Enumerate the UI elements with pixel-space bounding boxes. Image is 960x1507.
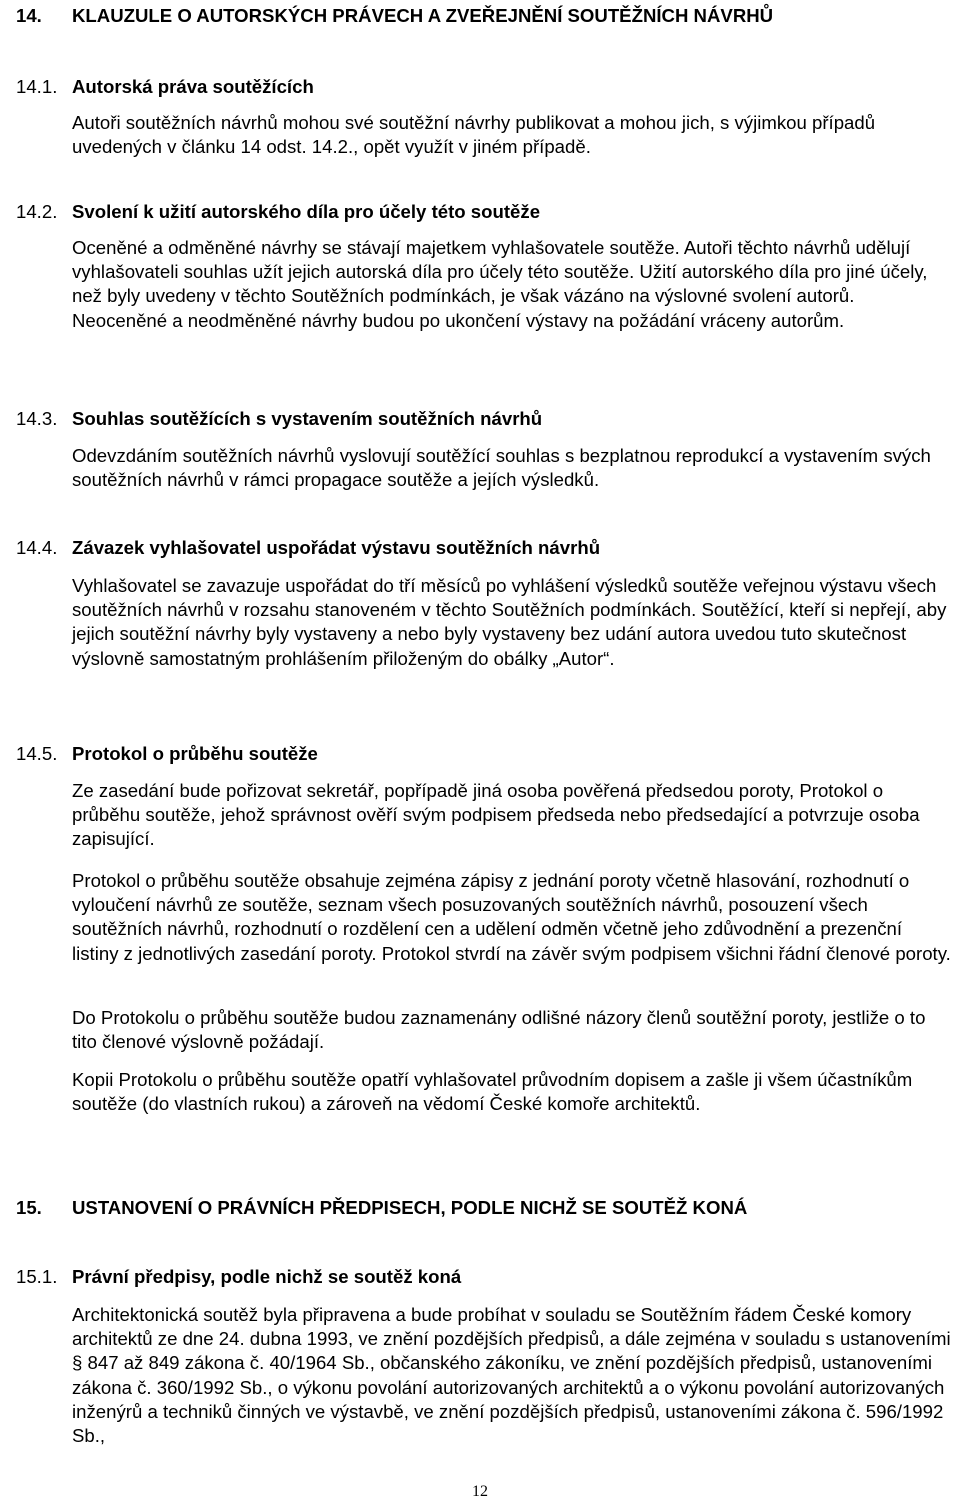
- subsection-title: Svolení k užití autorského díla pro účely této soutěže: [72, 201, 541, 222]
- section-title: USTANOVENÍ O PRÁVNÍCH PŘEDPISECH, PODLE NICHŽ SE SOUTĚŽ KONÁ: [72, 1197, 748, 1218]
- subsection-number: 14.3.: [16, 408, 58, 429]
- paragraph: Protokol o průběhu soutěže obsahuje zejména zápisy z jednání poroty včetně hlasování, rozhodnutí o vyloučení návrhů ze soutěže, seznam všech posuzovaných soutěžních návrhů, posouzení všech soutěžních návrhů, rozhodnutí o rozdělení cen a udělení odměn včetně jeho zdůvodnění a prezenční listiny z jednotlivých zasedání poroty. Protokol stvrdí na závěr svým podpisem všichni řádní členové poroty.: [72, 870, 951, 964]
- subsection-title: Právní předpisy, podle nichž se soutěž koná: [72, 1266, 462, 1287]
- subsection-number: 14.2.: [16, 201, 58, 222]
- paragraph: Kopii Protokolu o průběhu soutěže opatří vyhlašovatel průvodním dopisem a zašle ji všem účastníkům soutěže (do vlastních rukou) a zároveň na vědomí České komoře architektů.: [72, 1069, 913, 1115]
- subsection-number: 15.1.: [16, 1266, 58, 1287]
- section-number: 15.: [16, 1197, 42, 1218]
- paragraph: Ze zasedání bude pořizovat sekretář, popřípadě jiná osoba pověřená předsedou poroty, Protokol o průběhu soutěže, jehož správnost ověří svým podpisem předseda nebo předsedající a potvrzuje osoba zapisující.: [72, 780, 920, 850]
- subsection-title: Autorská práva soutěžících: [72, 76, 314, 97]
- section-title: KLAUZULE O AUTORSKÝCH PRÁVECH A ZVEŘEJNĚNÍ SOUTĚŽNÍCH NÁVRHŮ: [72, 5, 774, 26]
- subsection-title: Protokol o průběhu soutěže: [72, 743, 318, 764]
- subsection-number: 14.1.: [16, 76, 58, 97]
- subsection-title: Souhlas soutěžících s vystavením soutěžních návrhů: [72, 408, 543, 429]
- section-number: 14.: [16, 5, 42, 26]
- paragraph: Do Protokolu o průběhu soutěže budou zaznamenány odlišné názory členů soutěžní poroty, jestliže o to tito členové výslovně požádají.: [72, 1007, 926, 1053]
- page-number: 12: [472, 1483, 488, 1500]
- subsection-number: 14.5.: [16, 743, 58, 764]
- subsection-title: Závazek vyhlašovatel uspořádat výstavu soutěžních návrhů: [72, 537, 601, 558]
- paragraph: Oceněné a odměněné návrhy se stávají majetkem vyhlašovatele soutěže. Autoři těchto návrhů udělují vyhlašovateli souhlas užít jejich autorská díla pro účely této soutěže. Užití autorského díla pro jiné účely, než byly uvedeny v těchto Soutěžních podmínkách, je však vázáno na výslovné svolení autorů. Neoceněné a neodměněné návrhy budou po ukončení výstavy na požádání vráceny autorům.: [72, 237, 928, 331]
- paragraph: Autoři soutěžních návrhů mohou své soutěžní návrhy publikovat a mohou jich, s výjimkou případů uvedených v článku 14 odst. 14.2., opět využít v jiném případě.: [72, 112, 876, 158]
- paragraph: Vyhlašovatel se zavazuje uspořádat do tří měsíců po vyhlášení výsledků soutěže veřejnou výstavu všech soutěžních návrhů v rozsahu stanoveném v těchto Soutěžních podmínkách. Soutěžící, kteří si nepřejí, aby jejich soutěžní návrhy byly vystaveny a nebo byly vystaveny bez udání autora uvedou tuto skutečnost výslovně samostatným prohlášením přiloženým do obálky „Autor“.: [72, 575, 947, 669]
- paragraph: Architektonická soutěž byla připravena a bude probíhat v souladu se Soutěžním řádem České komory architektů ze dne 24. dubna 1993, ve znění pozdějších předpisů, a dále zejména v souladu s ustanoveními § 847 až 849 zákona č. 40/1964 Sb., občanského zákoníku, ve znění pozdějších předpisů, ustanoveními zákona č. 360/1992 Sb., o výkonu povolání autorizovaných architektů a o výkonu povolání autorizovaných inženýrů a techniků činných ve výstavbě, ve znění pozdějších předpisů, ustanoveními zákona č. 596/1992 Sb.,: [72, 1304, 951, 1447]
- subsection-number: 14.4.: [16, 537, 58, 558]
- paragraph: Odevzdáním soutěžních návrhů vyslovují soutěžící souhlas s bezplatnou reprodukcí a vystavením svých soutěžních návrhů v rámci propagace soutěže a jejích výsledků.: [72, 445, 931, 491]
